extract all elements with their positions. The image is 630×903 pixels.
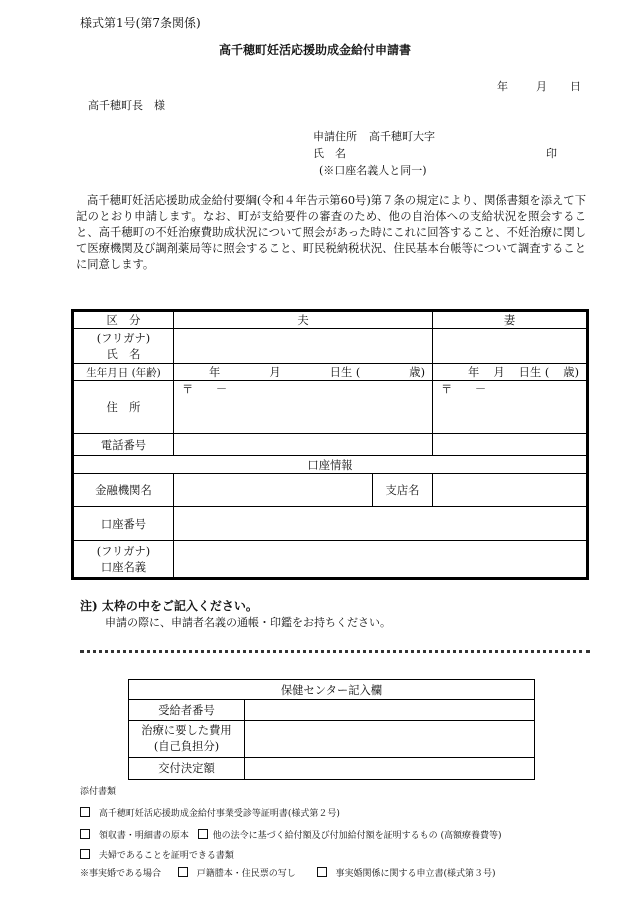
- husband-address-field[interactable]: [174, 381, 433, 434]
- wife-postal-mark: 〒 －: [441, 383, 487, 396]
- checkbox-icon[interactable]: [198, 829, 208, 839]
- husband-postal-mark: 〒 －: [182, 383, 228, 396]
- wife-name-field[interactable]: [433, 329, 588, 364]
- health-center-title: 保健センター記入欄: [129, 680, 535, 700]
- applicant-name-label: 氏 名: [313, 147, 346, 160]
- account-holder-furigana: (フリガナ): [96, 545, 151, 558]
- grant-amount-label: 交付決定額: [129, 757, 245, 779]
- husband-birth-age: 歳): [409, 366, 425, 379]
- attachment-item-3-label: 夫婦であることを証明できる書類: [98, 851, 234, 861]
- wife-birth-field[interactable]: [433, 364, 588, 381]
- wife-birth-year: 年: [468, 366, 480, 379]
- consent-text: 高千穂町妊活応援助成金給付要綱(令和４年告示第60号)第７条の規定により、関係書類を添えて下記のとおり申請します。なお、町が支給要件の審査のため、他の自治体への支給状況を照会すること、高千穂町の不妊治療費助成状況について照会があった時にこれに回答すること、不妊治療に関して医療機関及び調剤薬局等に照会すること、町民税納税状況、住民基本台帳等について調査することに同意します。: [76, 194, 586, 271]
- address-label: 住 所: [73, 381, 174, 434]
- branch-label: 支店名: [373, 474, 433, 507]
- date-day: 日: [570, 80, 581, 93]
- date-month: 月: [536, 80, 547, 93]
- husband-birth-day: 日生 (: [329, 366, 361, 379]
- form-number: 様式第1号(第7条関係): [80, 16, 201, 30]
- cut-line: [80, 650, 590, 653]
- consent-paragraph: [76, 193, 586, 273]
- branch-field[interactable]: [433, 474, 588, 507]
- attachments-heading: 添付書類: [80, 787, 117, 797]
- health-center-table: [128, 679, 535, 780]
- treatment-cost-field[interactable]: [245, 720, 535, 757]
- page-title: 高千穂町妊活応援助成金給付申請書: [218, 43, 411, 57]
- husband-header: 夫: [174, 311, 433, 329]
- account-number-field[interactable]: [174, 507, 588, 541]
- category-header: 区 分: [73, 311, 174, 329]
- checkbox-icon[interactable]: [80, 849, 90, 859]
- attachment-item-1: [80, 806, 340, 819]
- checkbox-icon[interactable]: [80, 807, 90, 817]
- checkbox-icon[interactable]: [317, 867, 327, 877]
- account-holder-label: 口座名義: [100, 561, 147, 574]
- account-holder-field[interactable]: [174, 541, 588, 579]
- treatment-cost-label-cell: [129, 720, 245, 757]
- seal-mark: 印: [546, 147, 557, 160]
- applicant-note: (※口座名義人と同一): [319, 164, 427, 177]
- furigana-label: (フリガナ): [96, 332, 151, 345]
- husband-birth-field[interactable]: [174, 364, 433, 381]
- notes-heading: 注) 太枠の中をご記入ください。: [80, 599, 258, 613]
- husband-birth-month: 月: [269, 366, 281, 379]
- name-label-cell: [73, 329, 174, 364]
- birth-label: 生年月日 (年齢): [73, 364, 174, 381]
- attachment-item-4-prefix: ※事実婚である場合: [80, 869, 162, 879]
- recipient-number-label: 受給者番号: [129, 700, 245, 720]
- wife-address-field[interactable]: [433, 381, 588, 434]
- notes-line: 申請の際に、申請者名義の通帳・印鑑をお持ちください。: [105, 616, 391, 629]
- wife-birth-day: 日生 (: [518, 366, 550, 379]
- grant-amount-field[interactable]: [245, 757, 535, 779]
- wife-birth-month: 月: [493, 366, 505, 379]
- date-year: 年: [497, 80, 508, 93]
- attachment-item-4: [80, 866, 496, 879]
- attachment-item-2: [80, 828, 502, 841]
- attachment-item-4a-label: 戸籍謄本・住民票の写し: [196, 869, 296, 879]
- bank-field[interactable]: [174, 474, 373, 507]
- application-table: [71, 309, 589, 580]
- attachment-item-4b-label: 事実婚関係に関する申立書(様式第３号): [335, 869, 496, 879]
- wife-phone-field[interactable]: [433, 434, 588, 456]
- wife-header: 妻: [433, 311, 588, 329]
- checkbox-icon[interactable]: [178, 867, 188, 877]
- husband-birth-year: 年: [209, 366, 221, 379]
- name-label: 氏 名: [106, 348, 141, 361]
- attachment-item-3: [80, 848, 234, 861]
- checkbox-icon[interactable]: [80, 829, 90, 839]
- attachment-item-2b-label: 他の法令に基づく給付額及び付加給付額を証明するもの (高額療養費等): [212, 831, 502, 841]
- addressee: 高千穂町長 様: [88, 99, 165, 112]
- recipient-number-field[interactable]: [245, 700, 535, 720]
- bank-label: 金融機関名: [73, 474, 174, 507]
- attachment-item-1-label: 高千穂町妊活応援助成金給付事業受診等証明書(様式第２号): [98, 809, 340, 819]
- attachment-item-2a-label: 領収書・明細書の原本: [98, 831, 189, 841]
- account-section-header: 口座情報: [73, 456, 588, 474]
- account-number-label: 口座番号: [73, 507, 174, 541]
- husband-phone-field[interactable]: [174, 434, 433, 456]
- treatment-cost-label: 治療に要した費用: [141, 723, 232, 737]
- applicant-address-value: 高千穂町大字: [369, 130, 435, 143]
- husband-name-field[interactable]: [174, 329, 433, 364]
- wife-birth-age: 歳): [563, 366, 579, 379]
- applicant-address-label: 申請住所: [313, 130, 357, 143]
- self-pay-label: (自己負担分): [153, 739, 220, 753]
- account-holder-label-cell: [73, 541, 174, 579]
- phone-label: 電話番号: [73, 434, 174, 456]
